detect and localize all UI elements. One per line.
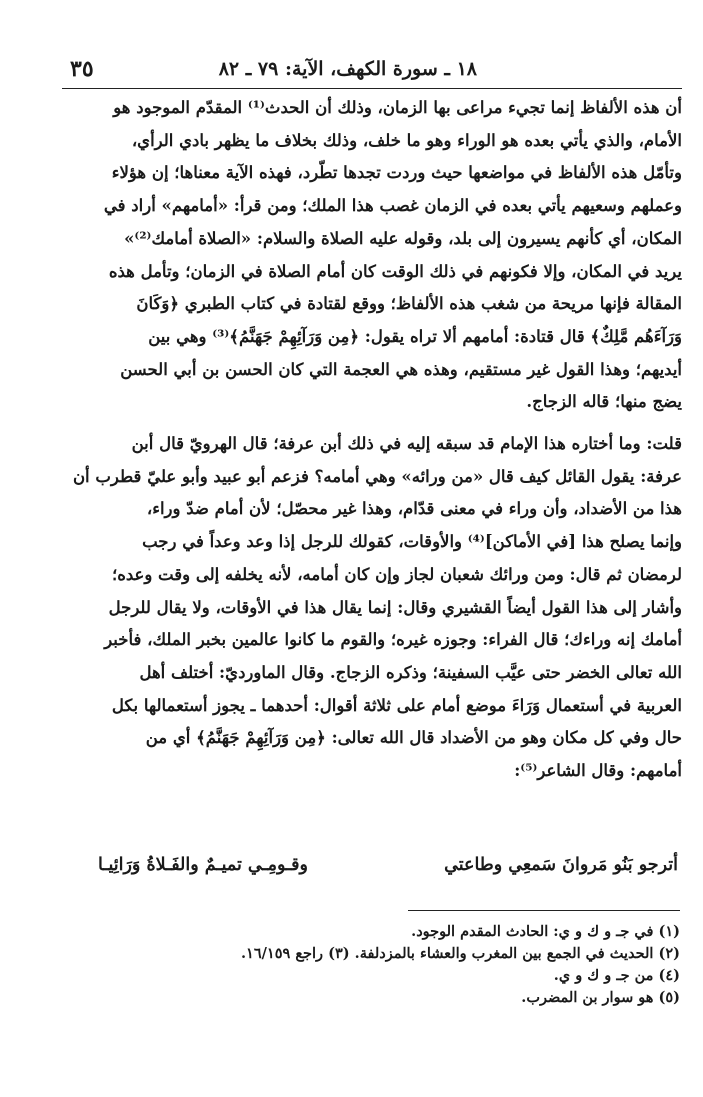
- running-title: ١٨ ـ سورة الكهف، الآية: ٧٩ ـ ٨٢: [218, 58, 477, 80]
- text-line: المكان، أي كأنهم يسيرون إلى بلد، وقوله عليه الصلاة والسلام: «الصلاة أمامك⁽²⁾»: [124, 228, 682, 248]
- text-line: قلت: وما أختاره هذا الإمام قد سبقه إليه في ذلك أبن عرفة؛ قال الهرويّ قال أبن: [131, 434, 682, 454]
- text-line: أمامك إنه وراءك؛ قال الفراء: وجوزه غيره؛ والقوم ما كانوا عالمين بخبر الملك، فأخبر: [104, 630, 682, 650]
- paragraph-gap: [60, 419, 682, 428]
- text-line: وإنما يصلح هذا [في الأماكن]⁽⁴⁾ والأوقات، كقولك للرجل إذا وعد وعداً في رجب: [142, 532, 682, 552]
- body-text: [60, 92, 682, 788]
- footnotes: [100, 921, 680, 1009]
- page-number: ٣٥: [70, 56, 94, 82]
- text-line: وعملهم وسعيهم يأتي بعده في الزمان غصب هذا الملك؛ ومن قرأ: «أمامهم» أراد في: [103, 196, 682, 216]
- verse-second-hemistich: وقـومِـي تميـمٌ والفَـلاةُ وَرَائِيـا: [98, 855, 308, 875]
- text-line: حال وفي كل مكان وهو من الأضداد قال الله تعالى: ﴿مِن وَرَآئِهِمْ جَهَنَّمُ﴾ أي من: [145, 728, 682, 748]
- paragraph-2: [60, 428, 682, 788]
- paragraph-1: [60, 92, 682, 419]
- text-line: أمامهم: وقال الشاعر⁽⁵⁾:: [514, 761, 682, 781]
- text-line: وتأمّل هذه الألفاظ في مواضعها حيث وردت تجدها تطّرد، فهذه الآية معناها؛ إن هؤلاء: [111, 163, 682, 183]
- text-line: أن هذه الألفاظ إنما تجيء مراعى بها الزمان، وذلك أن الحدث⁽¹⁾ المقدّم الموجود هو: [113, 98, 682, 117]
- page-header: [62, 50, 682, 90]
- text-line: وَرَآءَهُم مَّلِكٌ﴾ قال قتادة: أمامهم ألا تراه يقول: ﴿مِن وَرَآئِهِمْ جَهَنَّمُ﴾⁽³⁾ وهي بين: [148, 326, 682, 346]
- text-line: الله تعالى الخضر حتى عيَّب السفينة؛ وذكره الزجاج. وقال الماورديّ: أختلف أهل: [139, 662, 682, 682]
- footnote: (٥) هو سوار بن المضرب.: [521, 989, 680, 1006]
- footnote: (١) في جـ و ك و ي: الحادث المقدم الوجود.: [411, 923, 680, 940]
- text-line: الأمام، والذي يأتي بعده هو الوراء وهو ما خلف، وذلك بخلاف ما يظهر بادي الرأي،: [131, 130, 682, 150]
- verse-first-hemistich: أترجو بَنُو مَروانَ سَمعِي وطاعتي: [444, 855, 678, 875]
- text-line: يريد في المكان، وإلا فكونهم في ذلك الوقت كان أمام الصلاة في الزمان؛ وتأمل هذه: [108, 261, 682, 281]
- footnote-divider: [408, 910, 680, 911]
- header-divider: [62, 88, 682, 89]
- text-line: لرمضان ثم قال: ومن ورائك شعبان لجاز وإن كان أمامه، لأنه يخلفه إلى وقت وعده؛: [111, 564, 682, 584]
- text-line: أيديهم؛ وهذا القول غير مستقيم، وهذه هي العجمة التي كان الحسن بن أبي الحسن: [120, 359, 682, 379]
- text-line: هذا من الأضداد، وأن وراء في معنى قدّام، وهذا غير محصّل؛ لأن أمام ضدّ وراء،: [146, 499, 682, 519]
- text-line: العربية في أستعمال وَرَاءَ موضع أمام على ثلاثة أقوال: أحدهما ـ يجوز أستعمالها بكل: [111, 695, 682, 715]
- footnote: (٢) الحديث في الجمع بين المغرب والعشاء بالمزدلفة. (٣) راجع ١٦/١٥٩.: [240, 945, 680, 962]
- text-line: يضج منها؛ قاله الزجاج.: [526, 392, 682, 412]
- footnote: (٤) من جـ و ك و ي.: [553, 967, 680, 984]
- text-line: المقالة فإنها مريحة من شغب هذه الألفاظ؛ ووقع لقتادة في كتاب الطبري ﴿وَكَانَ: [136, 294, 682, 314]
- text-line: عرفة: يقول القائل كيف قال «من ورائه» وهي أمامه؟ فزعم أبو عبيد وأبو عليّ قطرب أن: [72, 466, 682, 486]
- poetry-verse: [98, 855, 678, 895]
- text-line: وأشار إلى هذا القول أيضاً القشيري وقال: إنما يقال هذا في الأوقات، ولا يقال للرجل: [108, 597, 682, 617]
